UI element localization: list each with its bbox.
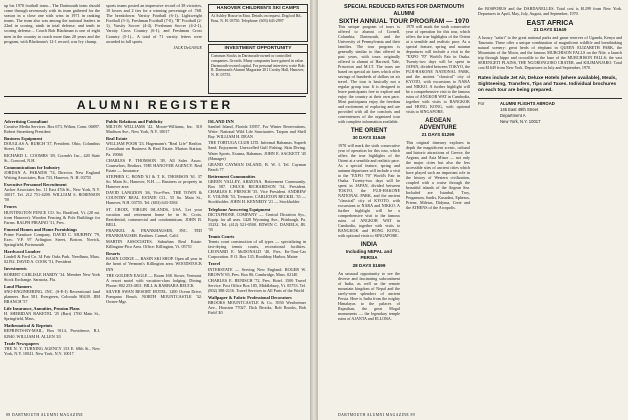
bosporus-text: the BOSPORUS and the DARDANELLES. Total cost is $1299 from New York. Departures in April, May, July, August, and September, 1970. bbox=[478, 6, 622, 16]
reg-entry: Fences HUNTINGTON FENCE CO. So. Bradford, Vt. (20 mi. from Hanover). Wooden Fencing & Pole Buildings for Farms. RALPH PIRAINO '31, Pres. bbox=[4, 204, 100, 225]
tour-intro: This unique program of tours is offered to alumni of Cornell, Columbia, Dartmouth, and the University of Pennsylvania and their families. The tour program is generally similar to that offered in past years, with tours originally offered to alumni of Harvard, Yale, Princeton and M.I.T. The tours are based on special air fares which offer savings of hundreds of dollars on air travel. The tour is basically not a regular group tour. It is designed to leave participants free to explore and enjoy the country at their own pace. Most participants enjoy the freedom and excitement of exploring and are provided with all the comforts and conveniences of the organized tour with complete information available. bbox=[338, 24, 400, 124]
reg-entry: Investments ROBERT CARLISLE HARDY '34. Member New York Stock Exchange. Sarasota, Fla. bbox=[4, 266, 100, 282]
tour-header-line2: SIXTH ANNUAL TOUR PROGRAM — 1970 bbox=[338, 18, 470, 25]
orient-text: 1970 will mark the sixth consecutive year of operation for this tour, which offers the true highlights of the Orient at a sensible and realistic pace. As a special feature, spring and autumn departures will include a visit to the "EXPO '70" World's Fair in Osaka. Twenty-two days will be spent in JAPAN, divided between TOKYO, the FUJI-HAKONE NATIONAL PARK, and the ancient "classical" city of KYOTO, with excursions to NARA and NIKKO. A further highlight will be a comprehensive visit to the famous ruins of ANGKOR WAT in Cambodia, together with visits to BANGKOK and HONG KONG, with optional visits to SINGAPORE. bbox=[338, 143, 400, 238]
aegean-title: AEGEAN ADVENTURE bbox=[419, 118, 457, 131]
form-city: New York, N.Y. 10017 bbox=[500, 119, 541, 124]
tour-header-line1: SPECIAL REDUCED RATES FOR DARTMOUTH ALUMNI bbox=[344, 4, 464, 17]
reg-entry: Mathematical & Reprints REPRINTS-BY-MAIL, Box 9114, Providence, R.I. 02940. WILLIAM H. ALLEN '43 bbox=[4, 323, 100, 339]
register-column-2 bbox=[106, 117, 202, 407]
east-africa-title: EAST AFRICA bbox=[526, 20, 574, 27]
east-africa-text: A luxury "safari" to the great national parks and game reserves of Uganda, Kenya and Tanzania. These offer a unique combination of magnificent wildlife and breathtaking natural scenery: great herds of elephant in QUEEN ELIZABETH PARK, the Mountains of the Moon, and the famous MURCHISON FALLS on the Nile; a launch trip through hippo and crocodile to the base of the MURCHISON FALLS; the vast SERENGETI PLAINS, THE NGORONGORO CRATER, and KILIMANJARO. Total cost $1649 from New York. Departures in July and September, 1970. bbox=[478, 35, 622, 70]
register-column-1 bbox=[4, 117, 100, 407]
right-column-3 bbox=[478, 6, 622, 406]
reg-entry: CHARLES E. BENISCH '72, Pres. Hotel. 1500 Travel Service. Post Office Box 185, Middlebury, Vt. 05753. Tel. (802) 388-2116. Travel Services to All Parts of the World bbox=[208, 277, 306, 293]
form-address: 145 East 49th Street bbox=[500, 107, 539, 112]
india-text: An unusual opportunity to see the diverse and fascinating subcontinent of India, as well as the remote mountain kingdom of Nepal and the rarely-seen splendors of ancient Persia. Here is India from the mighty Himalayas to the palaces of Rajasthan, the great Mogul monuments — the legendary temple ruins of AJANTA and ELLORA. bbox=[338, 271, 400, 321]
orient-title: THE ORIENT bbox=[350, 128, 388, 134]
left-page bbox=[0, 0, 310, 420]
rates-note: Rates include Jet Air, Deluxe Hotels (where available), Meals, Sightseeing, Transfers, Tips and Taxes. Individual brochures on each tour are being prepared. bbox=[478, 76, 617, 93]
alumni-register-banner: ALUMNI REGISTER bbox=[76, 98, 234, 112]
right-page-footer: DARTMOUTH ALUMNI MAGAZINE 89 bbox=[338, 413, 416, 417]
reg-entry: ST. CROIX, VIRGIN ISLANDS, USA. Let your vacation and retirement home be in St. Croix. Residential, commercial and condominium. JOHN B. BELL bbox=[106, 206, 202, 227]
investment-body: Common Stocks in Dartmouth-owned or controlled companies. Growth. Many companies have gained in value. Dartmouth-owned capital. For personal interview write Bob R. Dartmouth Alumni Magazine 201 Crosby Hall, Hanover, N. H. 03755. bbox=[211, 54, 305, 78]
india-price: 28 DAYS $1699 bbox=[352, 263, 386, 268]
east-africa-subtitle: 21 DAYS $1649 bbox=[533, 27, 567, 32]
reg-entry: Travel INTERSTATE — Serving New England. ROGER W. BROWN '65, Pres. Box 86, Cambridge, Mass. 02140 bbox=[208, 261, 306, 277]
reg-entry: THE GOLDEN EAGLE — Room 168. Stowe, Vermont. A resort motel with vacation-class lodging. Dining. Phone: 802 253-4811. BILL & BARBARA BEUCK bbox=[106, 272, 202, 288]
right-column-2 bbox=[406, 24, 470, 409]
reg-entry: CHARLES P. THOMSON '49, All Sales Assoc. Counselors, Realtors. THE HANOVER AGENCY. Real Estate — Insurance bbox=[106, 157, 202, 173]
reg-entry: SILVER SWAN RESORT HOTEL. 1200 Ocean Drive, Pompano Beach. NORTH MOUNTCASTLE '32. Owner-Mgr. bbox=[106, 288, 202, 305]
reg-entry: Business Equipment DOUGLAS A. BURCH '37, President. Ohio, Columbus Street, Ohio bbox=[4, 136, 100, 152]
reg-entry: Funeral Homes and Home Furnishings Prime Furniture Company. DAVID C. MURPHY '79, Exec. V.P. 97 Arlington Street, Boston. Novick, Springfield, Portsmouth bbox=[4, 226, 100, 248]
reg-entry: Telephone Answering Equipment DICTAPHONE COMPANY — Central Dictation Sys., Equip. for all uses. 1420 Wyoming Ave., Pittsburgh, Pa. 15232. Tel. (412) 521-0500. EDWIN C. DANIELS, JR. '35 bbox=[208, 206, 306, 232]
aegean-subtitle: 21 DAYS $1299 bbox=[421, 132, 455, 137]
india-subtitle: Including NEPAL and PERSIA bbox=[345, 249, 393, 260]
intro-text-1: up his 1970 football team... The Dartmouth team should come through ravenously with its team gathered for the season in a close one with wins in 1971 in ranking teams. The team also was among the national leaders in 22nd in scoring, ninth in total defense, and tenth in scoring defense.... Coach Bob Blackman is one of eight men in the country to coach more than 20 years and the program, with Blackman's 12-1 record, was Ivy champ. bbox=[4, 3, 100, 44]
register-column-3 bbox=[208, 117, 306, 407]
tour-header bbox=[338, 4, 470, 25]
aegean-text: This original itinerary explores in depth the magnificent scenic, cultural and historic attractions of Greece, the Aegean, and Asia Minor — not only the major cities but also the less accessible sites of ancient cities which have played such an important role in the history of Western civilization, coupled with a cruise through the beautiful islands of the Aegean Sea. Included are Istanbul, Troy, Pergamum, Sardis, Kusadasi, Ephesus, Priene, Miletus, Didyma, Crete and the ATHENS of the Acropolis. bbox=[406, 140, 470, 210]
author-signature: JACK DeGANGE bbox=[173, 44, 202, 50]
ski-camps-ad bbox=[208, 4, 308, 42]
intro-text-2: sports teams posted an impressive record of 38 victories, 10 losses and 2 ties for a winning percentage of .768. The breakdown: Varsity Football (6-1), Lightweight Football (5-1), Freshman Football (7-0), "B" Football (2-1), Varsity Soccer (4-4), Freshman Soccer (4-2-1), Varsity Cross Country (6-1), and Freshman Cross Country (5-1)... A total of 71 varsity letters were awarded in fall sports. bbox=[106, 3, 202, 44]
banner-rule-bottom bbox=[4, 113, 306, 114]
reg-entry: THE TORTUGA CLUB LTD. Informal Bahamas. Superb Sand. Enjoyment. Unexcelled Gulf Fishing. Skin Diving. Water Sports. Exuma, Bahamas. JOHN E. SACKETT '45 (Manager) bbox=[208, 140, 306, 161]
form-for-label: For bbox=[478, 101, 485, 106]
ski-camps-title: HANOVER CHILDREN'S SKI CAMPS bbox=[209, 5, 307, 13]
reg-entry: Advertising Consultant Creative Media Services. Box 673, Wilton, Conn. 06897. Robert Stromberg President bbox=[4, 119, 100, 135]
reg-entry: GRAND CAYMAN ISLAND, B. W. I. Tel. Cayman Beach 77 bbox=[208, 161, 306, 172]
reg-entry: ISLAND INN Sanibel Island, Florida 33957. For Winter Reservations, Write: National Wild Life Sanctuaries. Tarpon and Shell Bay. WILLIAM H. DEAN bbox=[208, 119, 306, 140]
reg-entry: Real Estate WILLIAM POOR '23. Hagemann's "Real Life" Realtor. Consultant on Business & Real Estate. Marion Station, Pa. 19066 bbox=[106, 136, 202, 157]
reg-entry: Tennis Courts Tennis court construction of all types — specializing in fast-drying tennis courts, recreational facilities. LEONARD E. McDONALD '40, Pres. En-Tout-Cas Corporation. P. O. Box 135, Boothbay Harbor, Maine bbox=[208, 233, 306, 260]
reg-entry: Resorts BASIN LODGE — BASIN SKI SHOP. Open all year in the heart of Vermont's Killington area. WOODSTOCK INN bbox=[106, 251, 202, 272]
reg-entry: Communications for Industry JORDAN A. PARADIS '74, Director. New England Writing Associates, Box 733, Hanover, N. H. 03755 bbox=[4, 164, 100, 180]
reg-entry: DAVID LANGDON '46, Vice-Pres. THE TOWN & COUNTRY REAL ESTATE CO., 55 So. Main St., Hanover, N.H. 03755. Tel. (603) 643-3584 bbox=[106, 190, 202, 206]
investment-title: INVESTMENT OPPORTUNITY bbox=[209, 45, 307, 53]
reg-entry: MARTIN ASSOCIATES. Suburban Real Estate. Killington-Pico Area. Office: Killington, Vt. 05751 bbox=[106, 239, 202, 250]
reg-entry: FRANKEL & FRANKHAUSER, INC. TED FRANKHAUSER. Realtors. Carmel, Calif. bbox=[106, 227, 202, 238]
right-column-1 bbox=[338, 24, 400, 409]
reg-entry: STEPHEN C. BOND '61 & T. K. THOMSON '61. 37 So. Main St., Hanover, N.H. — Business or property in Hanover area bbox=[106, 173, 202, 190]
reg-entry: Wallpaper & Fabric Professional Decorators BROOKS MOUNTCASTLE & Co. 3930 Westheimer Ave., Houston 77027. Dick Brooks, Bob Brooks, Bob Field '40 bbox=[208, 295, 306, 316]
intro-column-1 bbox=[4, 3, 100, 91]
reg-entry: RICHARD L. COOMBS '49, Coomb's Inc., 420 State St., Concord, N.H. bbox=[4, 152, 100, 163]
reg-entry: Executive Personnel Recruitment Archer Associates Inc. 11 East 47th St., New York, N.Y. 10017. Tel. 212 751-4200. WILLIAM S. ROBINSON '50 bbox=[4, 182, 100, 203]
order-form bbox=[478, 98, 622, 125]
reg-entry: Trade Newspapers THE N. Y. TURNING AGENCY 153 E. 68th St., New York, N.Y. 10021. New York, N.Y. 10017 bbox=[4, 340, 100, 356]
reg-entry: Public Relations and Publicity MILTON WILLIAMS '42. Moore-Williams, Inc. 310 Madison Ave., New York, N.Y. 10017 bbox=[106, 119, 202, 135]
intro-column-2 bbox=[106, 3, 202, 91]
reg-entry: Land Planners SNO-ENGINEERING, INC. (S-E-I) Recreational land planners. Box 581. Evergreen, Colorado 80439. JIM BRANCH '57 bbox=[4, 283, 100, 304]
reg-entry: Hardwood Lumber Lindell & Ford Co. 34 Fair Oaks Park. Needham, Mass. 02192. DAVID A. COOK '51, President bbox=[4, 249, 100, 265]
orient-text-continued: 1970 will mark the sixth consecutive year of operation for this tour, which offers the true highlights of the Orient at a sensible and realistic pace. As a special feature, spring and autumn departures will include a visit to the "EXPO '70" World's Fair in Osaka. Twenty-two days will be spent in JAPAN, divided between TOKYO, the FUJI-HAKONE NATIONAL PARK, and the ancient "classical" city of KYOTO, with excursions to NARA and NIKKO. A further highlight will be a comprehensive visit to the famous ruins of ANGKOR WAT in Cambodia, together with visits to BANGKOK and HONG KONG, with optional visits to SINGAPORE. bbox=[406, 24, 470, 114]
right-page bbox=[318, 0, 628, 420]
reg-entry: Life Insurance, Annuities, Pension Plans H. SHERIDAN BAKETEL '25 (Bart) 1700 Main St., Springfield, Mass. bbox=[4, 306, 100, 322]
page-gutter bbox=[310, 0, 318, 420]
banner-rule-top bbox=[4, 96, 306, 97]
ski-camps-body: At Ashley House in Etna. Details on request. Dogford Rd., Etna, N. H. 03750. Telephone: (603) 643-2997 bbox=[211, 14, 303, 23]
orient-subtitle: 30 DAYS $1649 bbox=[352, 135, 386, 140]
left-page-footer: 88 DARTMOUTH ALUMNI MAGAZINE bbox=[6, 413, 84, 417]
form-title: ALUMNI FLIGHTS ABROAD bbox=[500, 101, 555, 106]
form-department: Department A bbox=[500, 113, 526, 118]
india-title: INDIA bbox=[360, 242, 378, 248]
investment-ad bbox=[208, 44, 308, 94]
reg-entry: Retirement Communities GREEN VALLEY, ARIZONA. Retirement Community. Box 587. CHUCK RICHARDSON '54, President. CHARLES E. FRENCH '35, Vice President. ANDREW E. VOLINK '53, Treasurer. CARLETON BECKEL '35 — Stockholder. JOHN H. KENNEDY '21 — Stockholder bbox=[208, 173, 306, 205]
